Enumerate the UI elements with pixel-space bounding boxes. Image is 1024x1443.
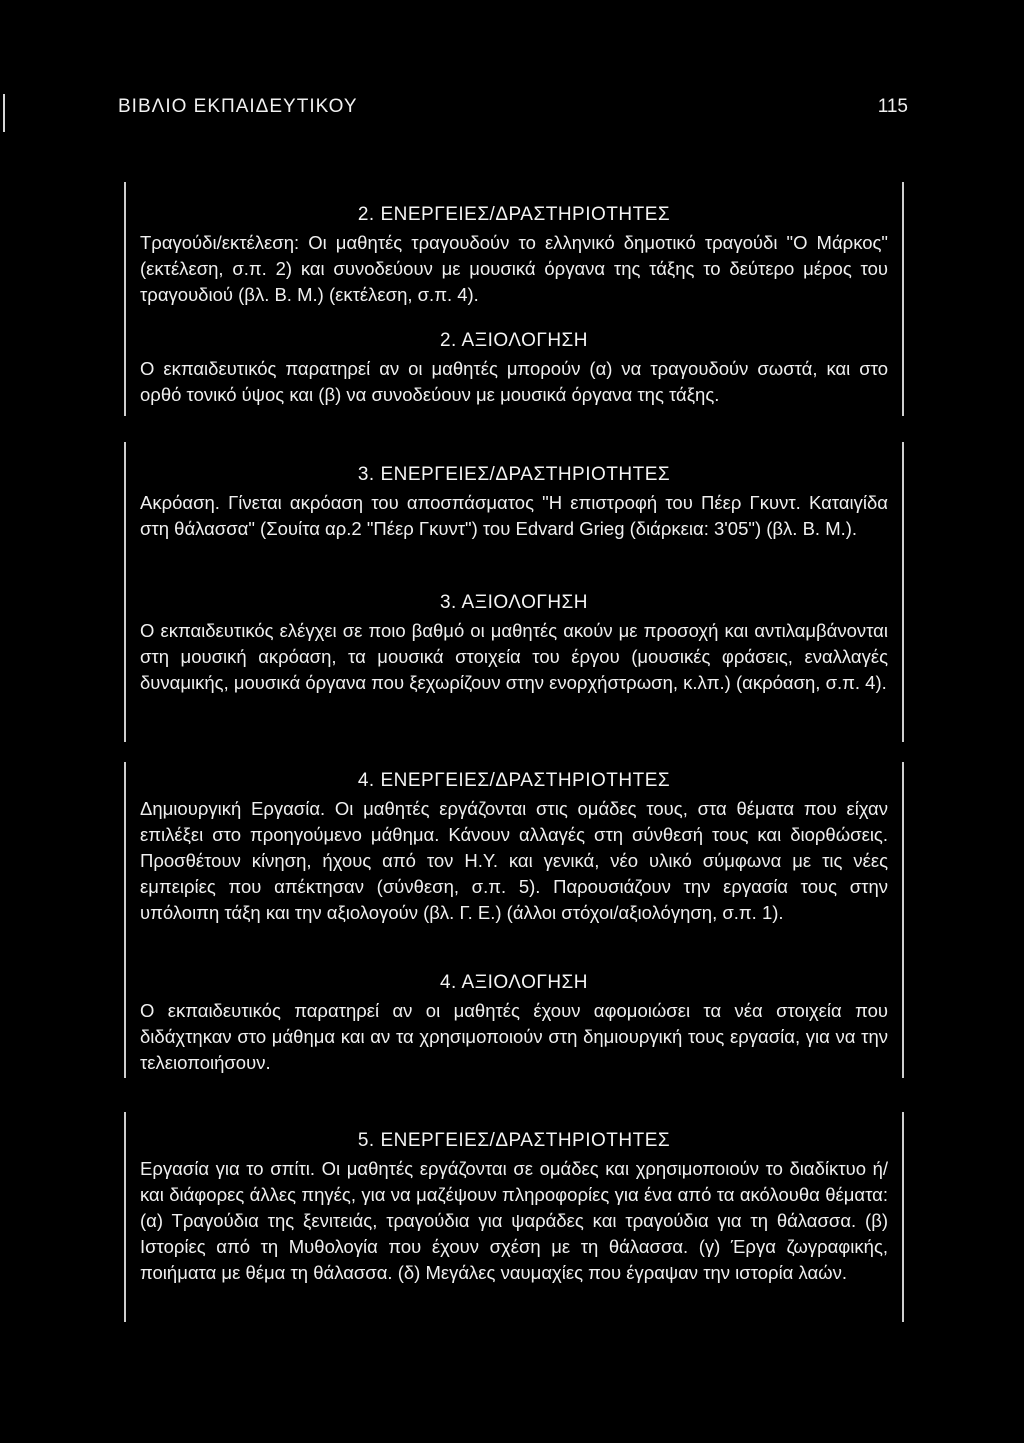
activity-5-body	[140, 1156, 888, 1286]
page-edge-mark	[3, 94, 5, 132]
activity-2-body	[140, 230, 888, 308]
evaluation-4-body	[140, 998, 888, 1076]
page-number: 115	[877, 96, 908, 117]
evaluation-3-body	[140, 618, 888, 696]
evaluation-3-heading: 3. ΑΞΙΟΛΟΓΗΣΗ	[439, 592, 589, 613]
activity-5-heading: 5. ΕΝΕΡΓΕΙΕΣ/ΔΡΑΣΤΗΡΙΟΤΗΤΕΣ	[357, 1130, 671, 1151]
evaluation-2-body	[140, 356, 888, 408]
activity-3-text: Ακρόαση. Γίνεται ακρόαση του αποσπάσματος "Η επιστροφή του Πέερ Γκυντ. Καταιγίδα στη θάλασσα" (Σουίτα αρ.2 "Πέερ Γκυντ") του Edvard Grieg (διάρκεια: 3'05") (βλ. Β. Μ.).	[140, 492, 888, 539]
evaluation-2-text: Ο εκπαιδευτικός παρατηρεί αν οι μαθητές μπορούν (α) να τραγουδούν σωστά, και στο ορθό τονικό ύψος και (β) να συνοδεύουν με μουσικά όργανα της τάξης.	[140, 358, 888, 405]
activity-4-text: Δημιουργική Εργασία. Οι μαθητές εργάζονται στις ομάδες τους, στα θέματα που είχαν επιλέξει στο προηγούμενο μάθημα. Κάνουν αλλαγές στη σύνθεσή τους και διορθώσεις. Προσθέτουν κίνηση, ήχους από τον Η.Υ. και γενικά, νέο υλικό σύμφωνα με τις νέες εμπειρίες που απέκτησαν (σύνθεση, σ.π. 5). Παρουσιάζουν την εργασία τους στην υπόλοιπη τάξη και την αξιολογούν (βλ. Γ. Ε.) (άλλοι στόχοι/αξιολόγηση, σ.π. 1).	[140, 798, 888, 923]
evaluation-4-text: Ο εκπαιδευτικός παρατηρεί αν οι μαθητές έχουν αφομοιώσει τα νέα στοιχεία που διδάχτηκαν στο μάθημα και αν τα χρησιμοποιούν στη δημιουργική τους εργασία, για να την τελειοποιήσουν.	[140, 1000, 888, 1073]
running-header-title: ΒΙΒΛΙΟ ΕΚΠΑΙΔΕΥΤΙΚΟΥ	[118, 96, 358, 117]
evaluation-2-heading: 2. ΑΞΙΟΛΟΓΗΣΗ	[439, 330, 589, 351]
activity-2-heading: 2. ΕΝΕΡΓΕΙΕΣ/ΔΡΑΣΤΗΡΙΟΤΗΤΕΣ	[357, 204, 671, 225]
activity-4-body	[140, 796, 888, 926]
activity-3-body	[140, 490, 888, 542]
activity-3-heading: 3. ΕΝΕΡΓΕΙΕΣ/ΔΡΑΣΤΗΡΙΟΤΗΤΕΣ	[357, 464, 671, 485]
activity-2-text: Τραγούδι/εκτέλεση: Οι μαθητές τραγουδούν το ελληνικό δημοτικό τραγούδι "Ο Μάρκος" (εκτέλεση, σ.π. 2) και συνοδεύουν με μουσικά όργανα της τάξης το δεύτερο μέρος του τραγουδιού (βλ. Β. Μ.) (εκτέλεση, σ.π. 4).	[140, 232, 888, 305]
activity-4-heading: 4. ΕΝΕΡΓΕΙΕΣ/ΔΡΑΣΤΗΡΙΟΤΗΤΕΣ	[357, 770, 671, 791]
evaluation-4-heading: 4. ΑΞΙΟΛΟΓΗΣΗ	[439, 972, 589, 993]
evaluation-3-text: Ο εκπαιδευτικός ελέγχει σε ποιο βαθμό οι μαθητές ακούν με προσοχή και αντιλαμβάνονται στη μουσική ακρόαση, τα μουσικά στοιχεία του έργου (μουσικές φράσεις, εναλλαγές δυναμικής, μουσικά όργανα που ξεχωρίζουν στην ενορχήστρωση, κ.λπ.) (ακρόαση, σ.π. 4).	[140, 620, 888, 693]
activity-5-text: Εργασία για το σπίτι. Οι μαθητές εργάζονται σε ομάδες και χρησιμοποιούν το διαδίκτυο ή/και διάφορες άλλες πηγές, για να μαζέψουν πληροφορίες για ένα από τα ακόλουθα θέματα: (α) Τραγούδια της ξενιτειάς, τραγούδια για ψαράδες και τραγούδια για τη θάλασσα. (β) Ιστορίες από τη Μυθολογία που έχουν σχέση με τη θάλασσα. (γ) Έργα ζωγραφικής, ποιήματα με θέμα τη θάλασσα. (δ) Μεγάλες ναυμαχίες που έγραψαν την ιστορία λαών.	[140, 1158, 888, 1283]
page-header	[118, 96, 908, 126]
